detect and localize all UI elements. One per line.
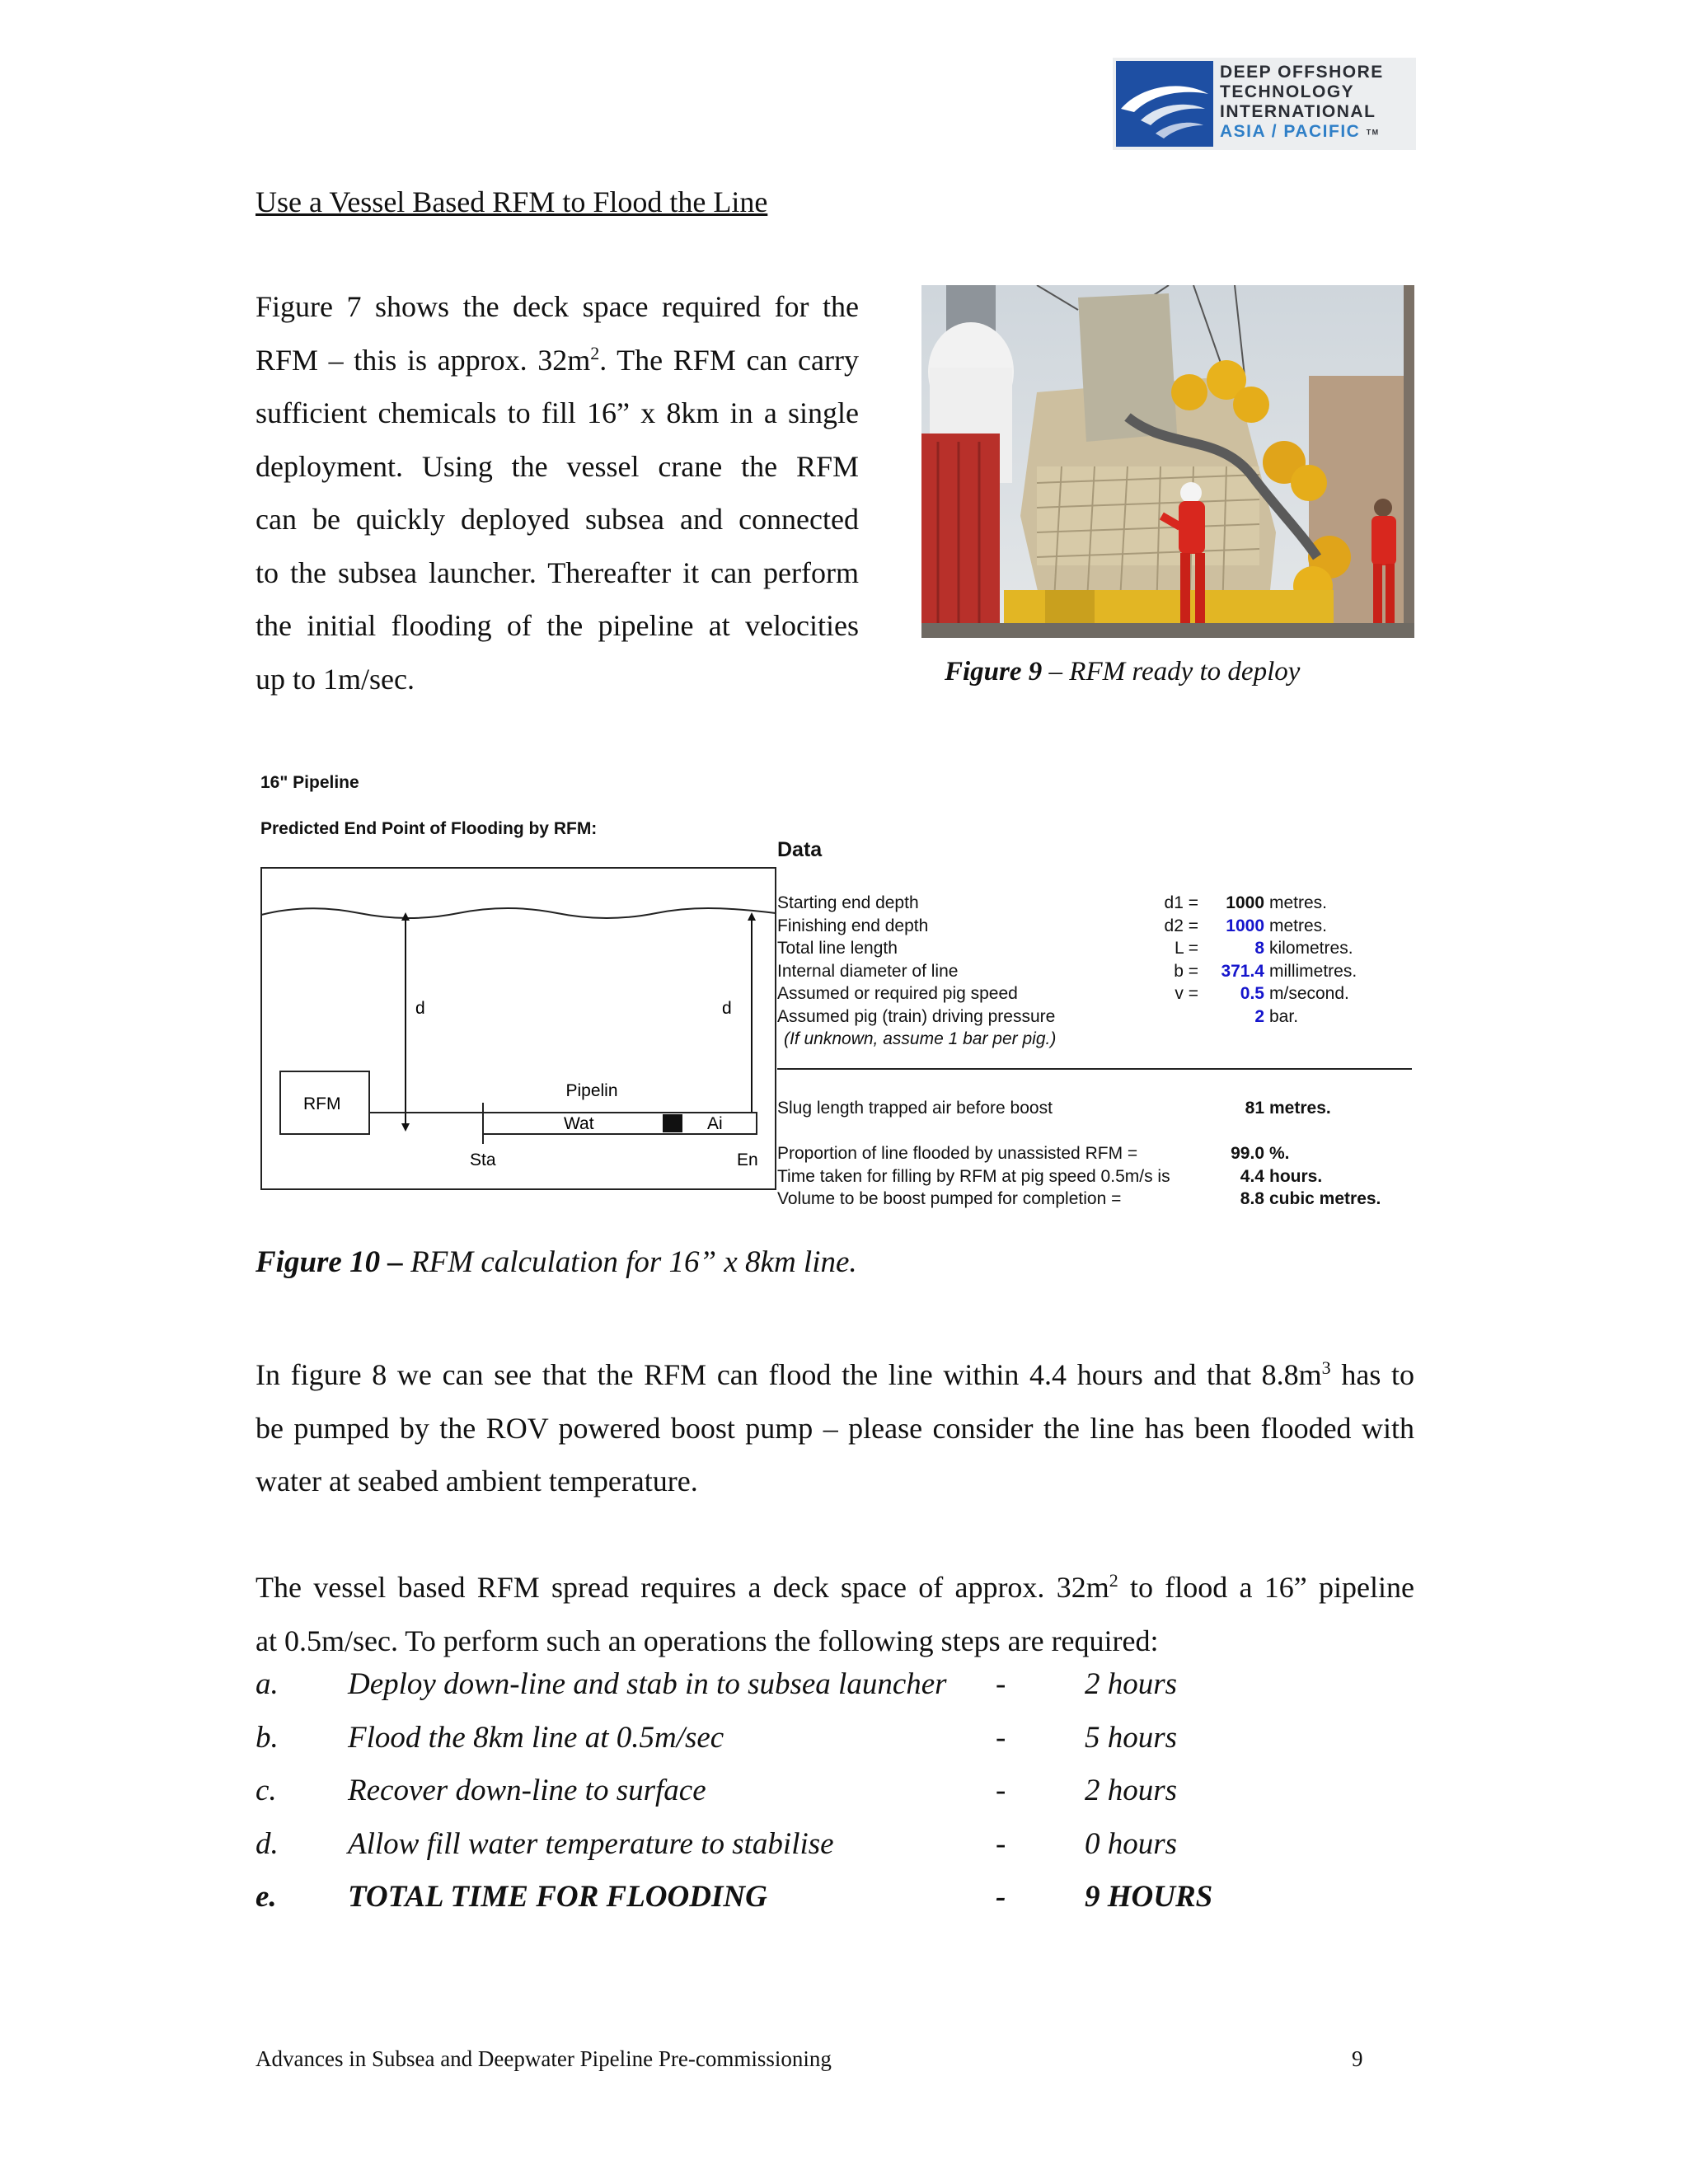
data-row-value-4: 371.4 xyxy=(1221,961,1264,981)
para2-line-3: water at seabed ambient temperature. xyxy=(256,1465,698,1497)
data-table-heading: Data xyxy=(777,838,823,861)
page-number: 9 xyxy=(1352,2046,1363,2071)
data-row-value-3: 8 xyxy=(1254,939,1264,958)
step-row: d. Allow fill water temperature to stabilise - 0 hours xyxy=(256,1826,1178,1861)
para3-line-1: The vessel based RFM spread requires a deck space of approx. $32m^2$ to flood a 16” pipeline xyxy=(256,1570,1414,1604)
result-value-4: 8.8 xyxy=(1240,1189,1264,1208)
footer-title: Advances in Subsea and Deepwater Pipeline Pre-commissioning xyxy=(256,2046,832,2071)
data-row-label-5: Assumed or required pig speed xyxy=(777,984,1018,1003)
data-row-label-1: Starting end depth xyxy=(777,893,919,912)
data-row-label-6: Assumed pig (train) driving pressure xyxy=(777,1006,1056,1026)
result-value-3: 4.4 xyxy=(1240,1166,1264,1186)
para3-line-2: at 0.5m/sec. To perform such an operations the following steps are required: xyxy=(256,1624,1159,1657)
result-unit-1: metres. xyxy=(1269,1099,1331,1118)
data-row-unit-6: bar. xyxy=(1269,1006,1299,1026)
fig10-title: 16" Pipeline xyxy=(260,773,359,792)
data-row-label-3: Total line length xyxy=(777,939,898,958)
data-row-sym-1: d1 = xyxy=(1164,893,1198,912)
logo-line-3: INTERNATIONAL xyxy=(1220,102,1376,121)
depth-label-left: d xyxy=(415,999,425,1018)
data-row-sym-2: d2 = xyxy=(1164,916,1198,935)
data-row-value-1: 1000 xyxy=(1226,893,1264,912)
data-row-unit-5: m/second. xyxy=(1269,984,1349,1003)
rfm-label: RFM xyxy=(303,1094,341,1113)
result-label-1: Slug length trapped air before boost xyxy=(777,1099,1053,1118)
result-unit-3: hours. xyxy=(1269,1166,1323,1186)
figure-9-caption: Figure 9 – RFM ready to deploy xyxy=(945,657,1301,687)
air-label: Ai xyxy=(707,1114,723,1133)
rfm-deck-photo xyxy=(921,285,1414,638)
data-row-label-2: Finishing end depth xyxy=(777,916,929,935)
steps-intro-paragraph xyxy=(256,1561,1414,1667)
logo-tm: TM xyxy=(1366,128,1380,137)
logo-line-4: ASIA / PACIFIC xyxy=(1220,122,1361,141)
data-row-value-2: 1000 xyxy=(1226,916,1264,935)
para2-line-2: be pumped by the ROV powered boost pump – please consider the line has been flooded with xyxy=(256,1411,1414,1445)
data-row-unit-4: millimetres. xyxy=(1269,961,1357,981)
data-row-unit-1: metres. xyxy=(1269,893,1328,912)
para1-line-7: the initial flooding of the pipeline at velocities xyxy=(256,609,859,642)
result-label-3: Time taken for filling by RFM at pig speed 0.5m/s is xyxy=(777,1166,1170,1186)
result-label-4: Volume to be boost pumped for completion = xyxy=(777,1189,1122,1208)
pipeline-label: Pipelin xyxy=(565,1081,618,1100)
figure-10-caption: Figure 10 – RFM calculation for 16” x 8km line. xyxy=(256,1245,857,1279)
step-row: c. Recover down-line to surface - 2 hours xyxy=(256,1774,1178,1807)
data-row-value-5: 0.5 xyxy=(1240,984,1264,1003)
para1-line-2: RFM – this is approx. $32m^2$. The RFM can carry xyxy=(256,342,859,377)
para1-line-4: deployment. Using the vessel crane the RFM xyxy=(256,449,859,483)
result-value-2: 99.0 xyxy=(1231,1144,1264,1163)
para1-line-5: can be quickly deployed subsea and connected xyxy=(256,503,859,536)
step-row-total: e. TOTAL TIME FOR FLOODING - 9 HOURS xyxy=(256,1880,1213,1914)
step-row: a. Deploy down-line and stab in to subsea launcher - 2 hours xyxy=(256,1667,1178,1701)
logo-line-1: DEEP OFFSHORE xyxy=(1220,63,1384,82)
logo-text xyxy=(1220,63,1384,142)
result-unit-2: %. xyxy=(1269,1144,1290,1163)
data-row-label-4: Internal diameter of line xyxy=(777,961,959,981)
data-row-unit-2: metres. xyxy=(1269,916,1328,935)
table-divider xyxy=(777,1068,1412,1070)
para1-line-1: Figure 7 shows the deck space required for the xyxy=(256,290,859,323)
end-label: En xyxy=(737,1151,758,1169)
logo-line-2: TECHNOLOGY xyxy=(1220,82,1355,101)
intro-paragraph xyxy=(256,280,859,705)
section-heading: Use a Vessel Based RFM to Flood the Line xyxy=(256,185,768,218)
pipeline-flooding-diagram xyxy=(260,867,776,1190)
para1-line-8: up to 1m/sec. xyxy=(256,662,415,696)
para1-line-6: to the subsea launcher. Thereafter it can perform xyxy=(256,555,859,589)
water-label: Wat xyxy=(564,1114,594,1133)
pig-marker xyxy=(663,1114,682,1132)
data-row-sym-5: v = xyxy=(1175,984,1198,1003)
result-label-2: Proportion of line flooded by unassisted RFM = xyxy=(777,1144,1138,1163)
para1-line-3: sufficient chemicals to fill 16” x 8km in a single xyxy=(256,396,859,429)
result-unit-4: cubic metres. xyxy=(1269,1189,1381,1208)
data-row-sym-3: L = xyxy=(1175,939,1198,958)
start-label: Sta xyxy=(470,1151,496,1169)
company-logo xyxy=(1113,58,1416,150)
data-row-sym-4: b = xyxy=(1174,961,1198,981)
fig10-subtitle: Predicted End Point of Flooding by RFM: xyxy=(260,819,598,838)
step-row: b. Flood the 8km line at 0.5m/sec - 5 hours xyxy=(256,1720,1178,1755)
result-value-1: 81 xyxy=(1245,1099,1264,1118)
data-table-note: (If unknown, assume 1 bar per pig.) xyxy=(784,1029,1057,1048)
para2-line-1: In figure 8 we can see that the RFM can flood the line within 4.4 hours and that $8.8m^3$ has to xyxy=(256,1357,1414,1391)
logo-emblem-icon xyxy=(1116,61,1213,147)
data-row-unit-3: kilometres. xyxy=(1269,939,1353,958)
data-row-value-6: 2 xyxy=(1254,1006,1264,1026)
depth-label-right: d xyxy=(722,999,732,1018)
result-paragraph xyxy=(256,1348,1414,1508)
